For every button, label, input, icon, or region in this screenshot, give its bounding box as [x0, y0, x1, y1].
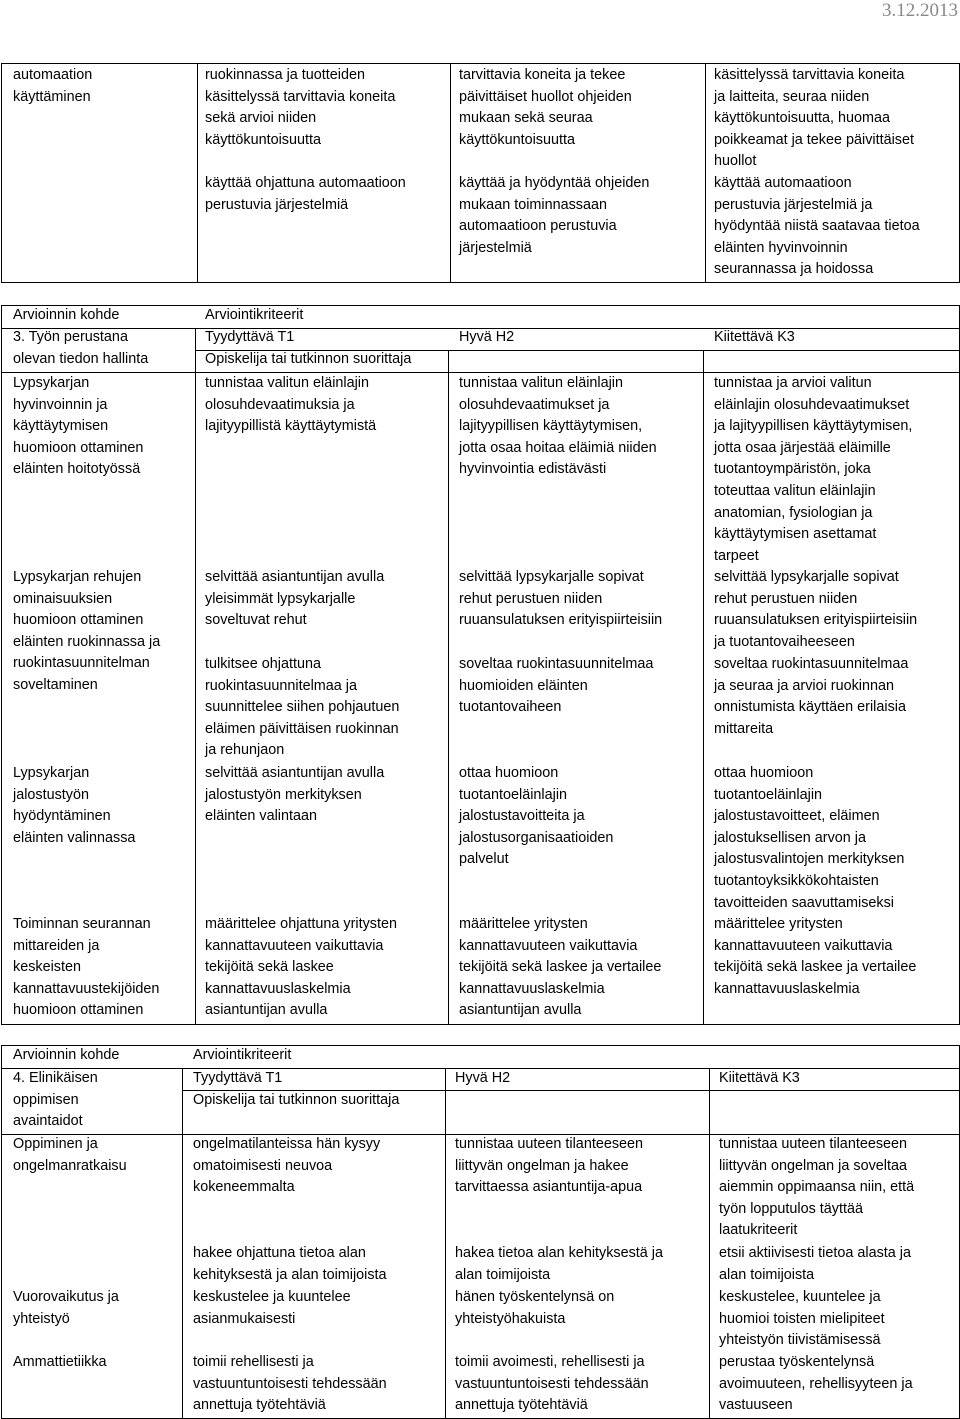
section-title: 3. Työn perustana olevan tiedon hallinta: [13, 329, 149, 367]
target-cell: Vuorovaikutus ja yhteistyö: [13, 1289, 119, 1327]
criteria-t1-cell: käyttää ohjattuna automaatioon perustuvia järjestelmiä: [205, 175, 406, 213]
target-cell: Lypsykarjan rehujen ominaisuuksien huomioon ottaminen eläinten ruokinnassa ja ruokintasuunnitelman soveltaminen: [13, 569, 161, 693]
assessment-target-header: Arvioinnin kohde: [13, 307, 120, 323]
criteria-h2-cell: hänen työskentelynsä on yhteistyöhakuista: [455, 1289, 615, 1327]
criteria-h2-cell: tarvittavia koneita ja tekee päivittäiset huollot ohjeiden mukaan sekä seuraa käyttökuntoisuutta: [459, 67, 632, 148]
criteria-k3-cell: määrittelee yritysten kannattavuuteen vaikuttavia tekijöitä sekä laskee ja vertailee kannattavuuslaskelmia: [714, 916, 917, 997]
criteria-h2-cell: käyttää ja hyödyntää ohjeiden mukaan toiminnassaan automaatioon perustuvia järjestelmiä: [459, 175, 650, 256]
target-cell: Ammattietiikka: [13, 1354, 107, 1370]
criteria-t1-cell: selvittää asiantuntijan avulla yleisimmät lypsykarjalle soveltuvat rehut: [205, 569, 385, 629]
criteria-h2-cell: ottaa huomioon tuotantoeläinlajin jalostustavoitteita ja jalostusorganisaatioiden palvelut: [459, 765, 614, 868]
criteria-t1-cell: ongelmatilanteissa hän kysyy omatoimisesti neuvoa kokeneemmalta: [193, 1136, 381, 1196]
target-cell: Toiminnan seurannan mittareiden ja keskeisten kannattavuustekijöiden huomioon ottaminen: [13, 916, 160, 1019]
criteria-k3-cell: etsii aktiivisesti tietoa alasta ja alan toimijoista: [719, 1245, 911, 1283]
grade-t1-header: Tyydyttävä T1: [193, 1070, 283, 1086]
target-cell: Lypsykarjan jalostustyön hyödyntäminen eläinten valinnassa: [13, 765, 136, 846]
grade-h2-header: Hyvä H2: [455, 1070, 511, 1086]
section-title: 4. Elinikäisen oppimisen avaintaidot: [13, 1070, 98, 1130]
criteria-t1-cell: tulkitsee ohjattuna ruokintasuunnitelmaa ja suunnittelee siihen pohjautuen eläimen päivittäisen ruokinnan ja rehunjaon: [205, 656, 400, 759]
criteria-k3-cell: tunnistaa ja arvioi valitun eläinlajin olosuhdevaatimukset ja lajityypillisen käyttäytymisen, jotta osaa järjestää eläimille tuotantoympäristön, joka toteuttaa valitun eläinlajin anatomian, fysiologian ja käyttäytymisen asettamat tarpeet: [714, 375, 913, 564]
criteria-k3-cell: tunnistaa uuteen tilanteeseen liittyvän ongelman ja soveltaa aiemmin oppimaansa niin, että työn lopputulos täyttää laatukriteerit: [719, 1136, 915, 1239]
criteria-t1-cell: selvittää asiantuntijan avulla jalostustyön merkityksen eläinten valintaan: [205, 765, 385, 825]
criteria-h2-cell: soveltaa ruokintasuunnitelmaa huomioiden eläinten tuotantovaiheen: [459, 656, 654, 716]
assessment-criteria-header: Arviointikriteerit: [205, 307, 304, 323]
grade-t1-header: Tyydyttävä T1: [205, 329, 295, 345]
criteria-k3-cell: selvittää lypsykarjalle sopivat rehut perustuen niiden ruuansulatuksen erityispiirteisiin ja tuotantovaiheeseen: [714, 569, 918, 650]
criteria-t1-cell: toimii rehellisesti ja vastuuntuntoisesti tehdessään annettuja työtehtäviä: [193, 1354, 387, 1414]
criteria-h2-cell: tunnistaa valitun eläinlajin olosuhdevaatimukset ja lajityypillisen käyttäytymisen, jotta osaa hoitaa eläimiä niiden hyvinvointia edistävästi: [459, 375, 657, 478]
criteria-k3-cell: käsittelyssä tarvittavia koneita ja laitteita, seuraa niiden käyttökuntoisuutta, huomaa poikkeamat ja tekee päivittäiset huollot: [714, 67, 914, 170]
assessment-criteria-header: Arviointikriteerit: [193, 1047, 292, 1063]
criteria-k3-cell: soveltaa ruokintasuunnitelmaa ja seuraa ja arvioi ruokinnan onnistumista käyttäen erilaisia mittareita: [714, 656, 909, 737]
criteria-k3-cell: perustaa työskentelynsä avoimuuteen, rehellisyyteen ja vastuuseen: [719, 1354, 913, 1414]
criteria-t1-cell: ruokinnassa ja tuotteiden käsittelyssä tarvittavia koneita sekä arvioi niiden käyttökuntoisuutta: [205, 67, 396, 148]
criteria-k3-cell: käyttää automaatioon perustuvia järjestelmiä ja hyödyntää niistä saatavaa tietoa eläinten hyvinvoinnin seurannassa ja hoidossa: [714, 175, 920, 278]
student-subheader: Opiskelija tai tutkinnon suorittaja: [193, 1092, 400, 1108]
assessment-target-header: Arvioinnin kohde: [13, 1047, 120, 1063]
criteria-h2-cell: hakea tietoa alan kehityksestä ja alan toimijoista: [455, 1245, 663, 1283]
grade-h2-header: Hyvä H2: [459, 329, 515, 345]
criteria-t1-cell: keskustelee ja kuuntelee asianmukaisesti: [193, 1289, 351, 1327]
document-date: 3.12.2013: [882, 0, 958, 21]
grade-k3-header: Kiitettävä K3: [714, 329, 795, 345]
criteria-t1-cell: määrittelee ohjattuna yritysten kannattavuuteen vaikuttavia tekijöitä sekä laskee kannattavuuslaskelmia asiantuntijan avulla: [205, 916, 397, 1019]
target-cell: Lypsykarjan hyvinvoinnin ja käyttäytymisen huomioon ottaminen eläinten hoitotyössä: [13, 375, 144, 478]
grade-k3-header: Kiitettävä K3: [719, 1070, 800, 1086]
topic-cell: automaation käyttäminen: [13, 67, 93, 105]
criteria-k3-cell: keskustelee, kuuntelee ja huomioi toisten mielipiteet yhteistyön tiivistämisessä: [719, 1289, 885, 1349]
target-cell: Oppiminen ja ongelmanratkaisu: [13, 1136, 127, 1174]
criteria-t1-cell: tunnistaa valitun eläinlajin olosuhdevaatimuksia ja lajityypillistä käyttäytymistä: [205, 375, 377, 435]
criteria-h2-cell: selvittää lypsykarjalle sopivat rehut perustuen niiden ruuansulatuksen erityispiirteisiin: [459, 569, 663, 629]
criteria-k3-cell: ottaa huomioon tuotantoeläinlajin jalostustavoitteet, eläimen jalostuksellisen arvon ja jalostusvalintojen merkityksen tuotantoyksikkökohtaisten tavoitteiden saavuttamiseksi: [714, 765, 905, 911]
criteria-h2-cell: määrittelee yritysten kannattavuuteen vaikuttavia tekijöitä sekä laskee ja vertailee kannattavuuslaskelmia asiantuntijan avulla: [459, 916, 662, 1019]
criteria-t1-cell: hakee ohjattuna tietoa alan kehityksestä ja alan toimijoista: [193, 1245, 387, 1283]
criteria-h2-cell: tunnistaa uuteen tilanteeseen liittyvän ongelman ja hakee tarvittaessa asiantuntija-apua: [455, 1136, 644, 1196]
criteria-h2-cell: toimii avoimesti, rehellisesti ja vastuuntuntoisesti tehdessään annettuja työtehtäviä: [455, 1354, 649, 1414]
student-subheader: Opiskelija tai tutkinnon suorittaja: [205, 351, 412, 367]
